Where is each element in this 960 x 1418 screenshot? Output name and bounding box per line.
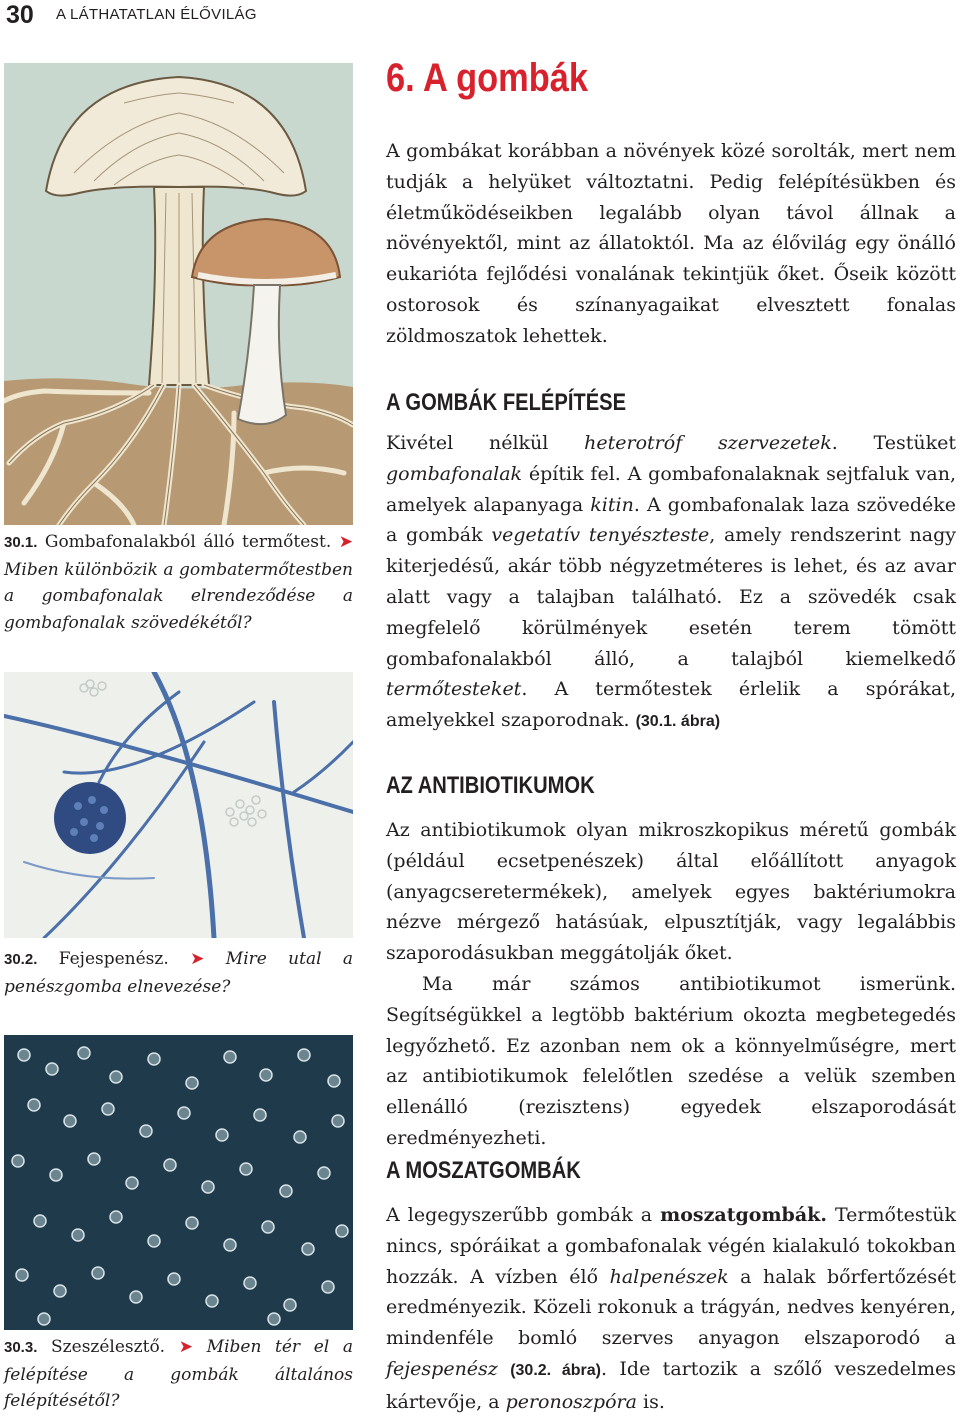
caption-title: Gombafonalakból álló termőtest. <box>44 532 332 552</box>
section-algal-body <box>386 1200 956 1418</box>
caption-number: 30.3. <box>4 1339 38 1356</box>
term-italic: kitin <box>590 493 634 516</box>
arrow-icon: ➤ <box>338 532 354 552</box>
section-heading-structure: A GOMBÁK FELÉPÍTÉSE <box>386 389 627 416</box>
term-italic: gombafonalak <box>386 462 523 485</box>
figure-reference: (30.1. ábra) <box>635 713 721 731</box>
text-run: is. <box>636 1390 665 1413</box>
section-antibiotics-body <box>386 815 956 1154</box>
section-heading-algal-fungi: A MOSZATGOMBÁK <box>386 1157 581 1184</box>
text-run: Termőtestük nincs, spóráikat a gombafonalak végén kialakuló tokokban hozzák. A vízben élő <box>386 1204 956 1288</box>
text-run: . Ide tartozik a szőlő veszedelmes kártevője, a <box>386 1357 957 1413</box>
text-run: , amely rendszerint nagy kiterjedésű, akár több négyzetméteres is lehet, és az avar alatt vagy a talajban található. Ez a szövedék csak megfelelő körülmények esetén terem tömött gombafonalakból álló, a talajból kiemelkedő <box>386 524 957 670</box>
term-bold: moszatgombák. <box>660 1204 827 1226</box>
mold-micrograph <box>4 672 353 938</box>
figure-reference: (30.2. ábra) <box>510 1361 601 1379</box>
figure-mold-micrograph <box>4 672 353 938</box>
term-italic: halpenészek <box>609 1265 729 1288</box>
algal-paragraph <box>386 1200 956 1418</box>
text-run <box>498 1358 510 1380</box>
figure-mushroom-illustration <box>4 63 353 525</box>
text-run: Kivétel nélkül <box>386 432 585 454</box>
antibiotics-paragraph-1: Az antibiotikumok olyan mikroszkopikus méretű gombák (például ecsetpenészek) által előállított anyagok (anyagcseretermékek), amelyek egyes baktériumokra nézve mérgező hatásúak, elpusztítják, vagy legalábbis szaporodásukban meggátolják őket. <box>386 819 956 965</box>
caption-number: 30.1. <box>4 534 38 551</box>
caption-question: Miben tér el a felépítése a gombák általános felépítésétől? <box>4 1337 353 1411</box>
arrow-icon: ➤ <box>190 949 205 969</box>
term-italic: vegetatív tenyészteste <box>491 524 710 547</box>
term-italic: heterotróf szervezetek <box>584 432 832 454</box>
text-run: . A termőtestek érlelik a spórákat, amelyekkel szaporodnak. <box>386 678 956 732</box>
page-number: 30 <box>6 1 34 29</box>
caption-number: 30.2. <box>4 951 38 968</box>
caption-question: Miben különbözik a gombatermőtestben a gombafonalak elrendeződése a gombafonalak szövedékétől? <box>4 559 353 633</box>
section-structure-body <box>386 428 956 738</box>
chapter-title: 6. A gombák <box>386 56 588 100</box>
antibiotics-paragraph-2: Ma már számos antibiotikumot ismerünk. Segítségükkel a legtöbb baktérium okozta megbetegedés legyőzhető. Ez azonban nem ok a könnyelműségre, mert az antibiotikumok felelőtlen szedése a velük szemben ellenálló (rezisztens) egyedek elszaporodását eredményezheti. <box>386 972 956 1149</box>
term-italic: peronoszpóra <box>505 1390 637 1413</box>
chapter-intro <box>386 136 956 352</box>
figure-caption-30-1 <box>4 529 353 636</box>
text-run: a halak bőrfertőzését eredményezik. Közeli rokonuk a trágyán, nedves kenyéren, mindenféle bomló szerves anyagon elszaporodó a <box>386 1265 956 1350</box>
caption-title: Szeszélesztő. <box>51 1337 166 1357</box>
figure-caption-30-2 <box>4 946 353 1000</box>
text-run: A legegyszerűbb gombák a <box>386 1204 661 1226</box>
caption-question: Mire utal a penészgomba elnevezése? <box>4 949 354 997</box>
term-italic: termőtesteket <box>386 678 522 701</box>
yeast-micrograph <box>4 1035 353 1330</box>
text-run: . A gombafonalak laza szövedéke a gombák <box>386 493 956 547</box>
arrow-icon: ➤ <box>178 1337 193 1357</box>
section-heading-antibiotics: AZ ANTIBIOTIKUMOK <box>386 772 595 799</box>
structure-paragraph <box>386 428 956 738</box>
running-title: A LÁTHATATLAN ÉLŐVILÁG <box>56 6 257 23</box>
text-run: építik fel. A gombafonalaknak sejtfaluk van, amelyek alapanyaga <box>386 462 956 516</box>
text-run: . Testüket <box>831 432 956 454</box>
mushroom-diagram <box>4 63 353 525</box>
figure-yeast-micrograph <box>4 1035 353 1330</box>
intro-paragraph: A gombákat korábban a növények közé sorolták, mert nem tudják a helyüket változtatni. Pedig felépítésükben és életműködéseikben legalább olyan távol állnak a növényektől, mint az állatoktól. Ma az élővilág egy önálló eukarióta fejlődési vonalának tekintjük őket. Őseik között ostorosok és színanyagaikat elvesztett fonalas zöldmoszatok lehettek. <box>386 140 956 347</box>
caption-title: Fejespenész. <box>58 949 169 969</box>
figure-caption-30-3 <box>4 1334 353 1415</box>
term-italic: fejespenész <box>386 1357 498 1380</box>
